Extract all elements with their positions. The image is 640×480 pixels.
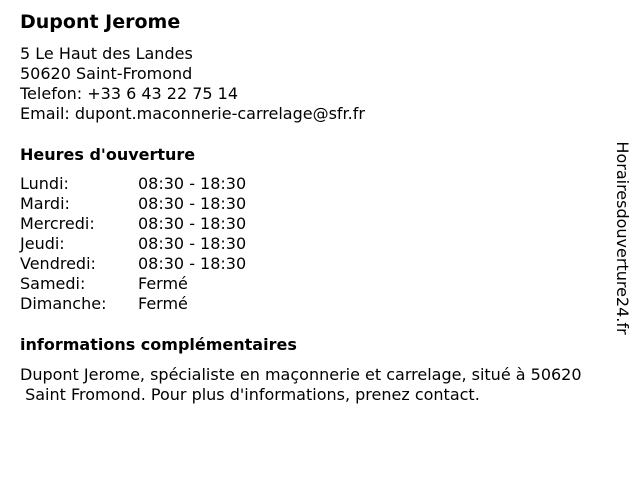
description-line: Saint Fromond. Pour plus d'informations, prenez contact. <box>20 385 480 404</box>
day-label: Mercredi: <box>20 214 95 233</box>
phone-line: Telefon: +33 6 43 22 75 14 <box>20 84 239 103</box>
business-name: Dupont Jerome <box>20 11 181 33</box>
day-hours: Fermé <box>138 274 188 293</box>
day-label: Mardi: <box>20 194 70 213</box>
business-description <box>20 365 635 405</box>
day-hours: 08:30 - 18:30 <box>138 174 247 193</box>
opening-hours-heading: Heures d'ouverture <box>20 145 196 164</box>
day-hours: 08:30 - 18:30 <box>138 214 247 233</box>
description-line: Dupont Jerome, spécialiste en maçonnerie et carrelage, situé à 50620 <box>20 365 582 384</box>
contact-block <box>20 44 365 124</box>
address-city: 50620 Saint-Fromond <box>20 64 193 83</box>
day-hours: 08:30 - 18:30 <box>138 234 247 253</box>
site-watermark: Horairesdouverture24.fr <box>613 141 632 335</box>
email-line: Email: dupont.maconnerie-carrelage@sfr.fr <box>20 104 365 123</box>
day-label: Samedi: <box>20 274 86 293</box>
address-street: 5 Le Haut des Landes <box>20 44 193 63</box>
day-label: Vendredi: <box>20 254 96 273</box>
day-hours: Fermé <box>138 294 188 313</box>
additional-info-heading: informations complémentaires <box>20 335 297 354</box>
day-label: Dimanche: <box>20 294 107 313</box>
day-hours: 08:30 - 18:30 <box>138 194 247 213</box>
day-label: Lundi: <box>20 174 69 193</box>
day-label: Jeudi: <box>20 234 65 253</box>
day-hours: 08:30 - 18:30 <box>138 254 247 273</box>
